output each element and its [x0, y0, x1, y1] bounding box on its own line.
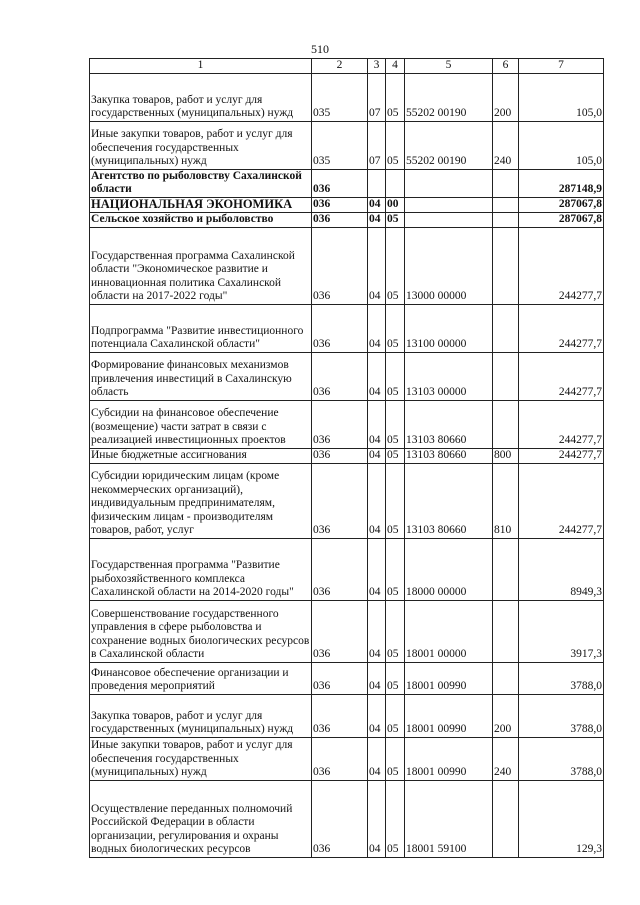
header-col-5: 5: [405, 59, 493, 74]
row-expense-type: [493, 352, 519, 400]
row-section: 04: [368, 662, 386, 694]
row-name: Иные закупки товаров, работ и услуг для обеспечения государственных (муниципальных) нужд: [90, 737, 312, 780]
row-target-article: 18001 00990: [405, 662, 493, 694]
row-subsection: 05: [386, 352, 405, 400]
row-section: 04: [368, 463, 386, 538]
row-section: 04: [368, 694, 386, 737]
row-section: 04: [368, 538, 386, 600]
table-row: [90, 197, 604, 212]
header-col-6: 6: [493, 59, 519, 74]
row-amount: 287148,9: [519, 169, 604, 197]
row-amount: 287067,8: [519, 212, 604, 227]
row-subsection: [386, 169, 405, 197]
row-ved: 036: [312, 538, 368, 600]
row-name: Закупка товаров, работ и услуг для государственных (муниципальных) нужд: [90, 73, 312, 121]
header-col-2: 2: [312, 59, 368, 74]
row-expense-type: [493, 400, 519, 448]
row-expense-type: 240: [493, 121, 519, 169]
table-row: [90, 73, 604, 121]
row-expense-type: 200: [493, 694, 519, 737]
row-expense-type: [493, 662, 519, 694]
table-row: [90, 448, 604, 463]
row-section: 04: [368, 304, 386, 352]
row-expense-type: 800: [493, 448, 519, 463]
row-amount: 129,3: [519, 780, 604, 857]
table-row: [90, 538, 604, 600]
row-name: Иные бюджетные ассигнования: [90, 448, 312, 463]
row-amount: 244277,7: [519, 352, 604, 400]
header-col-4: 4: [386, 59, 405, 74]
table-row: [90, 780, 604, 857]
table-row: [90, 227, 604, 304]
row-section: 04: [368, 212, 386, 227]
row-name: Совершенствование государственного управления в сфере рыболовства и сохранение водных биологических ресурсов в Сахалинской области: [90, 600, 312, 662]
row-name: Государственная программа "Развитие рыбохозяйственного комплекса Сахалинской области на 2014-2020 годы": [90, 538, 312, 600]
row-ved: 036: [312, 448, 368, 463]
row-subsection: 05: [386, 73, 405, 121]
row-expense-type: 810: [493, 463, 519, 538]
row-name: Субсидии на финансовое обеспечение (возмещение) части затрат в связи с реализацией инвестиционных проектов: [90, 400, 312, 448]
row-subsection: 05: [386, 737, 405, 780]
row-subsection: 05: [386, 121, 405, 169]
row-subsection: 05: [386, 212, 405, 227]
row-expense-type: [493, 780, 519, 857]
row-name: Осуществление переданных полномочий Российской Федерации в области организации, регулирования и охраны водных биологических ресурсов: [90, 780, 312, 857]
row-ved: 035: [312, 73, 368, 121]
row-ved: 036: [312, 212, 368, 227]
table-row: [90, 169, 604, 197]
row-amount: 105,0: [519, 73, 604, 121]
row-ved: 036: [312, 780, 368, 857]
table-row: [90, 737, 604, 780]
table-row: [90, 352, 604, 400]
row-ved: 036: [312, 352, 368, 400]
row-amount: 244277,7: [519, 227, 604, 304]
row-name: Формирование финансовых механизмов привлечения инвестиций в Сахалинскую область: [90, 352, 312, 400]
row-target-article: 18001 59100: [405, 780, 493, 857]
row-subsection: 05: [386, 448, 405, 463]
row-target-article: 13100 00000: [405, 304, 493, 352]
row-subsection: 05: [386, 463, 405, 538]
row-target-article: [405, 197, 493, 212]
row-section: 07: [368, 73, 386, 121]
row-amount: 105,0: [519, 121, 604, 169]
row-target-article: 18000 00000: [405, 538, 493, 600]
row-amount: 244277,7: [519, 448, 604, 463]
row-amount: 244277,7: [519, 400, 604, 448]
row-target-article: 18001 00990: [405, 694, 493, 737]
row-name: Финансовое обеспечение организации и проведения мероприятий: [90, 662, 312, 694]
header-col-7: 7: [519, 59, 604, 74]
row-ved: 036: [312, 169, 368, 197]
row-target-article: [405, 169, 493, 197]
row-section: 04: [368, 352, 386, 400]
table-row: [90, 400, 604, 448]
row-section: 07: [368, 121, 386, 169]
row-expense-type: [493, 600, 519, 662]
row-name: Сельское хозяйство и рыболовство: [90, 212, 312, 227]
row-expense-type: [493, 227, 519, 304]
row-subsection: 05: [386, 227, 405, 304]
row-ved: 036: [312, 737, 368, 780]
row-section: 04: [368, 448, 386, 463]
row-target-article: 13000 00000: [405, 227, 493, 304]
row-expense-type: [493, 212, 519, 227]
row-name: Подпрограмма "Развитие инвестиционного потенциала Сахалинской области": [90, 304, 312, 352]
row-ved: 036: [312, 662, 368, 694]
row-name: Субсидии юридическим лицам (кроме некоммерческих организаций), индивидуальным предпринимателям, физическим лицам - производителям товаров, работ, услуг: [90, 463, 312, 538]
row-name: Агентство по рыболовству Сахалинской области: [90, 169, 312, 197]
row-ved: 036: [312, 694, 368, 737]
row-target-article: 18001 00990: [405, 737, 493, 780]
row-subsection: 05: [386, 400, 405, 448]
header-col-1: 1: [90, 59, 312, 74]
row-amount: 3788,0: [519, 662, 604, 694]
row-expense-type: [493, 538, 519, 600]
page-number: 510: [311, 42, 329, 56]
row-section: 04: [368, 197, 386, 212]
row-name: НАЦИОНАЛЬНАЯ ЭКОНОМИКА: [90, 197, 312, 212]
row-target-article: 55202 00190: [405, 121, 493, 169]
row-subsection: 05: [386, 662, 405, 694]
table-row: [90, 662, 604, 694]
row-ved: 036: [312, 197, 368, 212]
row-amount: 3788,0: [519, 694, 604, 737]
row-ved: 035: [312, 121, 368, 169]
table-row: [90, 694, 604, 737]
header-col-3: 3: [368, 59, 386, 74]
table-row: [90, 121, 604, 169]
row-target-article: [405, 212, 493, 227]
row-ved: 036: [312, 304, 368, 352]
row-amount: 3917,3: [519, 600, 604, 662]
row-subsection: 00: [386, 197, 405, 212]
row-section: 04: [368, 400, 386, 448]
row-ved: 036: [312, 600, 368, 662]
row-subsection: 05: [386, 780, 405, 857]
row-section: [368, 169, 386, 197]
table-row: [90, 212, 604, 227]
row-target-article: 18001 00000: [405, 600, 493, 662]
row-subsection: 05: [386, 694, 405, 737]
row-amount: 3788,0: [519, 737, 604, 780]
row-ved: 036: [312, 227, 368, 304]
row-amount: 8949,3: [519, 538, 604, 600]
table-row: [90, 600, 604, 662]
row-amount: 244277,7: [519, 304, 604, 352]
table-row: [90, 463, 604, 538]
row-amount: 287067,8: [519, 197, 604, 212]
row-expense-type: [493, 197, 519, 212]
row-section: 04: [368, 227, 386, 304]
row-section: 04: [368, 780, 386, 857]
row-target-article: 13103 00000: [405, 352, 493, 400]
header-row: [90, 59, 604, 74]
row-expense-type: 200: [493, 73, 519, 121]
row-subsection: 05: [386, 600, 405, 662]
row-expense-type: [493, 304, 519, 352]
row-section: 04: [368, 600, 386, 662]
row-target-article: 13103 80660: [405, 463, 493, 538]
row-target-article: 13103 80660: [405, 400, 493, 448]
row-name: Закупка товаров, работ и услуг для государственных (муниципальных) нужд: [90, 694, 312, 737]
row-target-article: 13103 80660: [405, 448, 493, 463]
row-section: 04: [368, 737, 386, 780]
row-ved: 036: [312, 400, 368, 448]
row-subsection: 05: [386, 538, 405, 600]
row-name: Иные закупки товаров, работ и услуг для обеспечения государственных (муниципальных) нужд: [90, 121, 312, 169]
row-amount: 244277,7: [519, 463, 604, 538]
row-target-article: 55202 00190: [405, 73, 493, 121]
row-expense-type: [493, 169, 519, 197]
row-subsection: 05: [386, 304, 405, 352]
row-expense-type: 240: [493, 737, 519, 780]
row-ved: 036: [312, 463, 368, 538]
budget-table: [89, 58, 604, 858]
row-name: Государственная программа Сахалинской области "Экономическое развитие и инновационная политика Сахалинской области на 2017-2022 годы": [90, 227, 312, 304]
table-row: [90, 304, 604, 352]
